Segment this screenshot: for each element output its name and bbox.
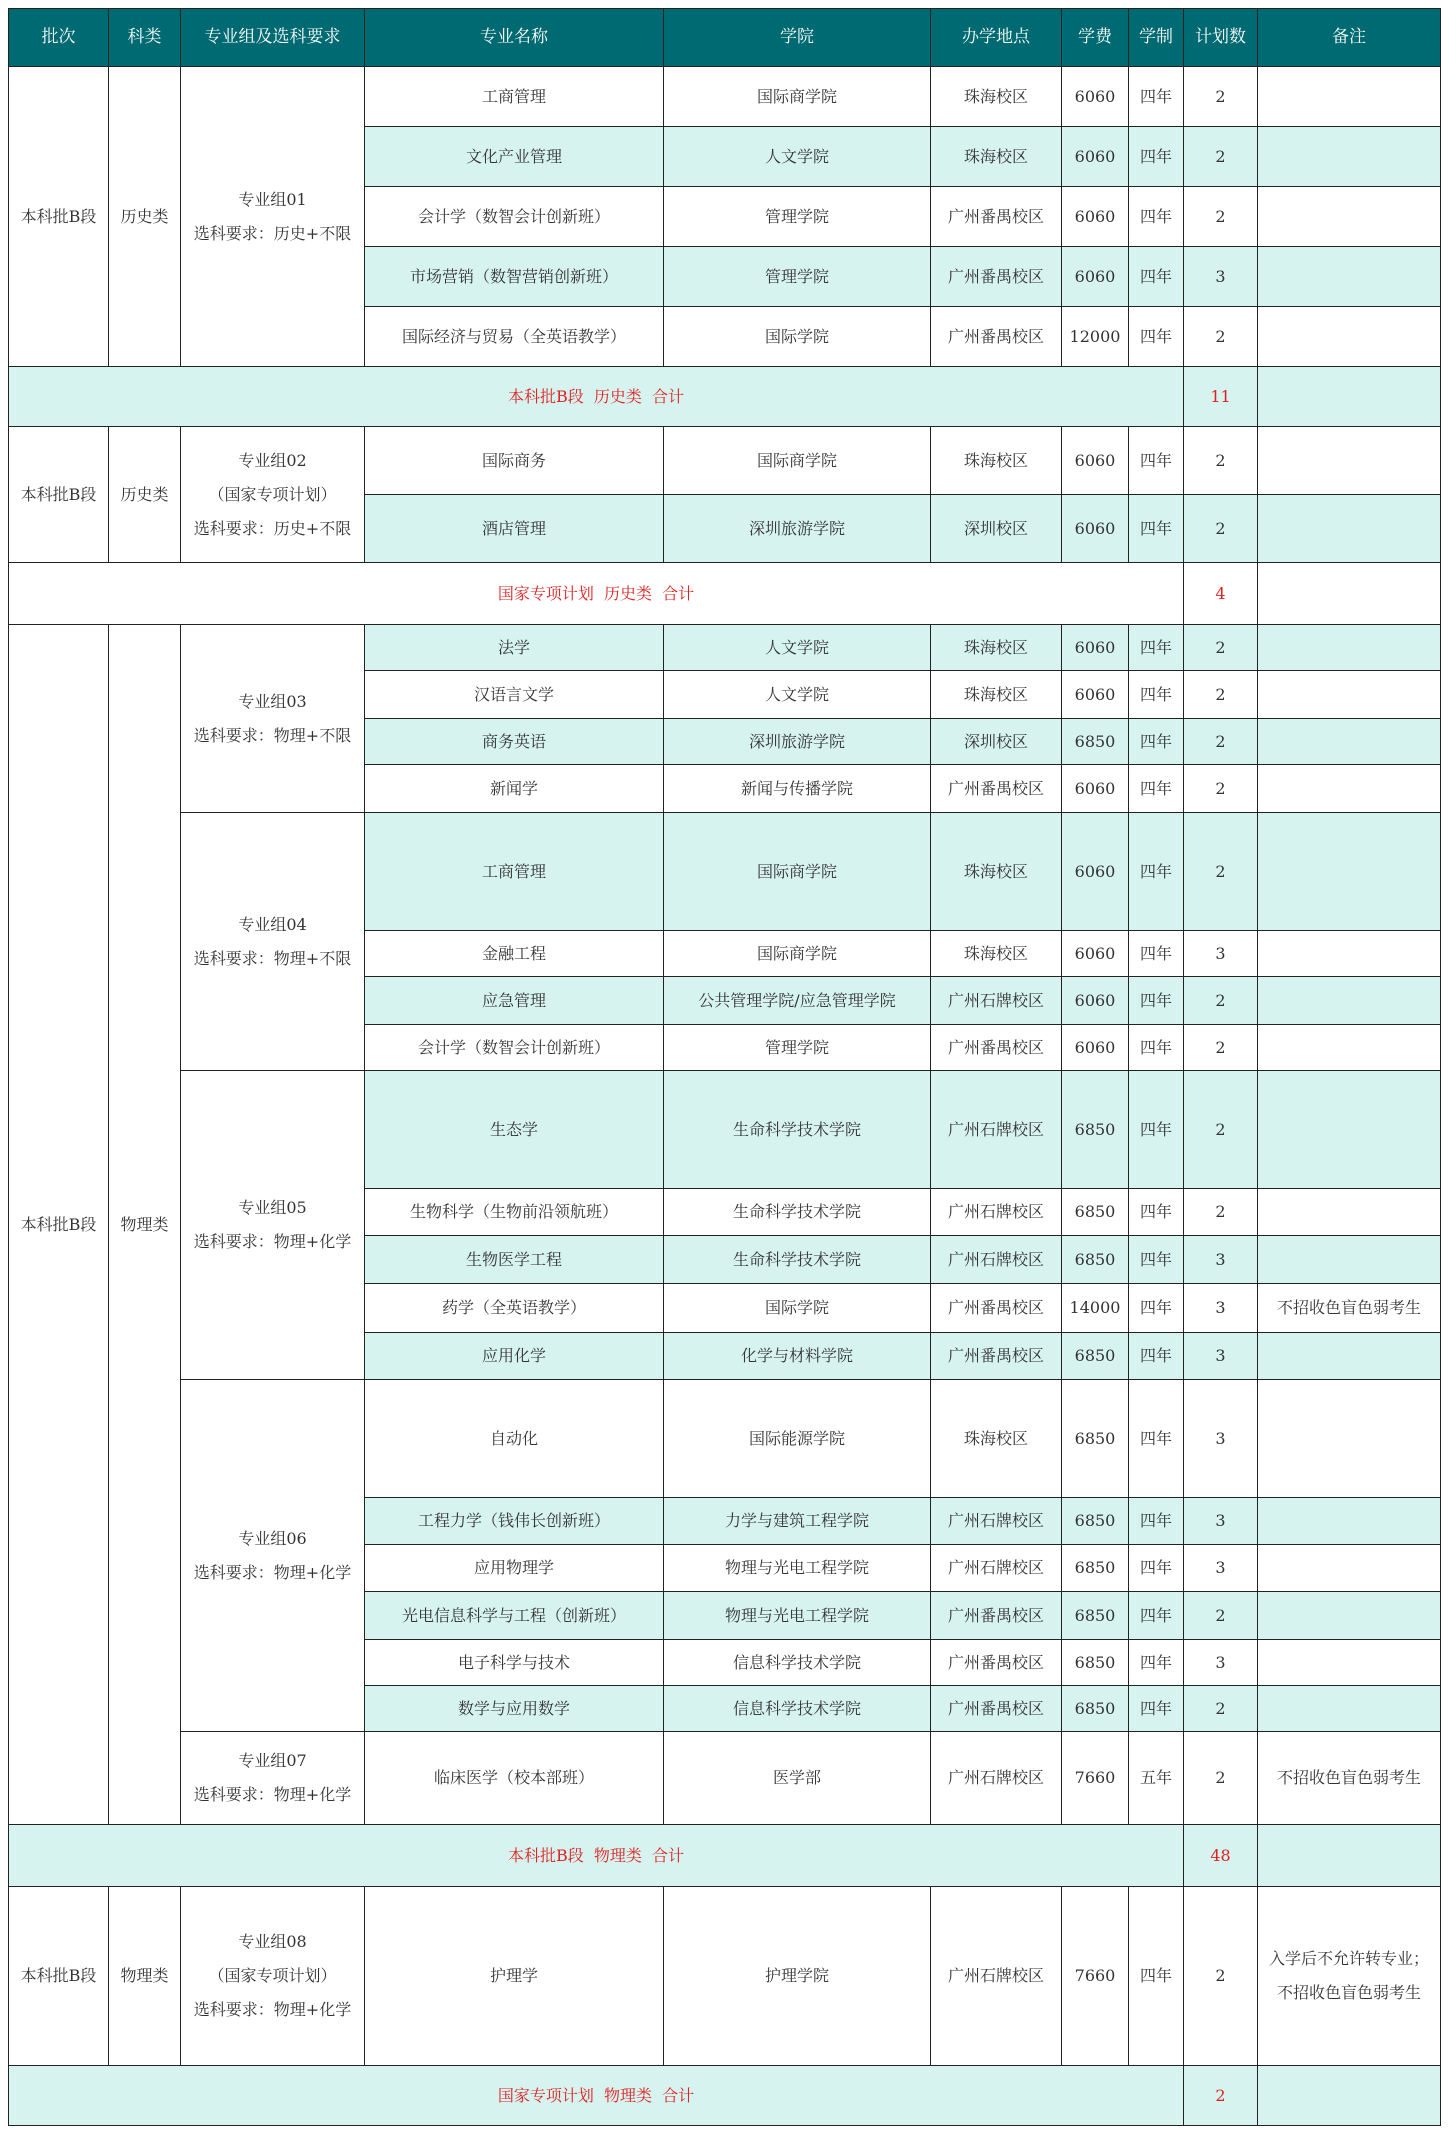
note-cell (1258, 127, 1441, 187)
campus-cell: 广州石牌校区 (931, 1071, 1062, 1189)
group-line: 专业组08 (238, 1932, 307, 1951)
fee-cell: 6060 (1062, 765, 1129, 813)
major-cell: 应用化学 (365, 1333, 664, 1380)
batch-cell: 本科批B段 (9, 67, 109, 367)
college-cell: 信息科学技术学院 (664, 1640, 931, 1686)
college-cell: 护理学院 (664, 1887, 931, 2066)
header-years: 学制 (1129, 9, 1184, 67)
college-cell: 管理学院 (664, 247, 931, 307)
summary-label: 国家专项计划 物理类 合计 (9, 2066, 1184, 2126)
note-cell (1258, 1686, 1441, 1732)
fee-cell: 6060 (1062, 247, 1129, 307)
college-cell: 人文学院 (664, 625, 931, 671)
campus-cell: 珠海校区 (931, 67, 1062, 127)
years-cell: 四年 (1129, 977, 1184, 1025)
batch-cell: 本科批B段 (9, 1887, 109, 2066)
major-cell: 市场营销（数智营销创新班） (365, 247, 664, 307)
college-cell: 国际学院 (664, 1284, 931, 1333)
major-cell: 国际经济与贸易（全英语教学） (365, 307, 664, 367)
campus-cell: 珠海校区 (931, 1380, 1062, 1498)
years-cell: 四年 (1129, 1545, 1184, 1592)
plan-cell: 3 (1184, 1640, 1258, 1686)
note-line: 入学后不允许转专业； (1268, 1949, 1429, 1968)
college-cell: 人文学院 (664, 127, 931, 187)
campus-cell: 广州番禺校区 (931, 1640, 1062, 1686)
major-cell: 临床医学（校本部班） (365, 1732, 664, 1825)
campus-cell: 广州番禺校区 (931, 1333, 1062, 1380)
college-cell: 生命科学技术学院 (664, 1189, 931, 1236)
years-cell: 五年 (1129, 1732, 1184, 1825)
campus-cell: 广州石牌校区 (931, 1498, 1062, 1545)
header-batch: 批次 (9, 9, 109, 67)
years-cell: 四年 (1129, 1189, 1184, 1236)
note-cell (1258, 1284, 1441, 1333)
major-cell: 文化产业管理 (365, 127, 664, 187)
note-cell (1258, 307, 1441, 367)
fee-cell: 6060 (1062, 813, 1129, 931)
note-cell (1258, 1189, 1441, 1236)
campus-cell: 深圳校区 (931, 719, 1062, 765)
years-cell: 四年 (1129, 765, 1184, 813)
years-cell: 四年 (1129, 1284, 1184, 1333)
major-cell: 生物科学（生物前沿领航班） (365, 1189, 664, 1236)
note-cell (1258, 931, 1441, 977)
summary-row (9, 1825, 1441, 1887)
header-major: 专业名称 (365, 9, 664, 67)
group-line: 专业组01 (238, 189, 307, 209)
group-cell (181, 67, 365, 367)
years-cell: 四年 (1129, 1380, 1184, 1498)
campus-cell: 广州石牌校区 (931, 977, 1062, 1025)
fee-cell: 6060 (1062, 495, 1129, 563)
years-cell: 四年 (1129, 247, 1184, 307)
note-cell (1258, 813, 1441, 931)
campus-cell: 广州番禺校区 (931, 1592, 1062, 1640)
summary-note (1258, 1825, 1441, 1887)
group-line: 选科要求：物理+不限 (193, 948, 352, 968)
table-row (9, 1380, 1441, 1498)
college-cell: 深圳旅游学院 (664, 495, 931, 563)
summary-label: 本科批B段 历史类 合计 (9, 367, 1184, 427)
summary-note (1258, 563, 1441, 625)
fee-cell: 6850 (1062, 1236, 1129, 1284)
college-cell: 生命科学技术学院 (664, 1071, 931, 1189)
campus-cell: 广州石牌校区 (931, 1732, 1062, 1825)
summary-total: 11 (1184, 367, 1258, 427)
major-cell: 护理学 (365, 1887, 664, 2066)
years-cell: 四年 (1129, 1236, 1184, 1284)
group-cell (181, 625, 365, 813)
note-cell (1258, 495, 1441, 563)
college-cell: 化学与材料学院 (664, 1333, 931, 1380)
campus-cell: 广州番禺校区 (931, 247, 1062, 307)
note-cell (1258, 1071, 1441, 1189)
note-cell (1258, 1380, 1441, 1498)
note-cell (1258, 719, 1441, 765)
group-cell (181, 1887, 365, 2066)
header-college: 学院 (664, 9, 931, 67)
table-row (9, 1071, 1441, 1189)
years-cell: 四年 (1129, 813, 1184, 931)
campus-cell: 广州石牌校区 (931, 1887, 1062, 2066)
fee-cell: 6850 (1062, 1380, 1129, 1498)
plan-cell: 2 (1184, 977, 1258, 1025)
campus-cell: 广州番禺校区 (931, 307, 1062, 367)
group-line: 选科要求：物理+不限 (193, 725, 352, 745)
fee-cell: 6060 (1062, 671, 1129, 719)
campus-cell: 广州石牌校区 (931, 1236, 1062, 1284)
fee-cell: 6850 (1062, 1640, 1129, 1686)
note-cell (1258, 765, 1441, 813)
group-cell (181, 1380, 365, 1732)
college-cell: 物理与光电工程学院 (664, 1545, 931, 1592)
major-cell: 新闻学 (365, 765, 664, 813)
header-campus: 办学地点 (931, 9, 1062, 67)
fee-cell: 12000 (1062, 307, 1129, 367)
plan-cell: 2 (1184, 495, 1258, 563)
college-cell: 公共管理学院/应急管理学院 (664, 977, 931, 1025)
plan-cell: 2 (1184, 1732, 1258, 1825)
table-row (9, 813, 1441, 931)
college-cell: 管理学院 (664, 1025, 931, 1071)
major-cell: 工商管理 (365, 67, 664, 127)
group-line: 选科要求：物理+化学 (193, 1562, 352, 1582)
major-cell: 汉语言文学 (365, 671, 664, 719)
note-line: 不招收色盲色弱考生 (1276, 1768, 1421, 1787)
admission-plan-table (8, 8, 1441, 2126)
plan-cell: 2 (1184, 671, 1258, 719)
group-cell (181, 1732, 365, 1825)
header-group: 专业组及选科要求 (181, 9, 365, 67)
fee-cell: 6850 (1062, 1071, 1129, 1189)
campus-cell: 广州番禺校区 (931, 1025, 1062, 1071)
summary-note (1258, 367, 1441, 427)
fee-cell: 6060 (1062, 625, 1129, 671)
years-cell: 四年 (1129, 67, 1184, 127)
major-cell: 应急管理 (365, 977, 664, 1025)
batch-cell: 本科批B段 (9, 625, 109, 1825)
summary-total: 4 (1184, 563, 1258, 625)
plan-cell: 3 (1184, 1236, 1258, 1284)
header-note: 备注 (1258, 9, 1441, 67)
plan-cell: 2 (1184, 1189, 1258, 1236)
group-line: 选科要求：物理+化学 (193, 2000, 352, 2019)
fee-cell: 6060 (1062, 1025, 1129, 1071)
fee-cell: 6850 (1062, 1545, 1129, 1592)
years-cell: 四年 (1129, 1686, 1184, 1732)
campus-cell: 广州石牌校区 (931, 1189, 1062, 1236)
fee-cell: 6850 (1062, 1686, 1129, 1732)
note-cell (1258, 1545, 1441, 1592)
note-cell (1258, 1732, 1441, 1825)
fee-cell: 6060 (1062, 187, 1129, 247)
college-cell: 力学与建筑工程学院 (664, 1498, 931, 1545)
fee-cell: 6060 (1062, 977, 1129, 1025)
fee-cell: 6060 (1062, 67, 1129, 127)
plan-cell: 2 (1184, 1071, 1258, 1189)
category-cell: 历史类 (109, 427, 181, 563)
batch-cell: 本科批B段 (9, 427, 109, 563)
note-cell (1258, 1333, 1441, 1380)
summary-note (1258, 2066, 1441, 2126)
years-cell: 四年 (1129, 671, 1184, 719)
group-cell (181, 1071, 365, 1380)
college-cell: 国际学院 (664, 307, 931, 367)
college-cell: 国际商学院 (664, 67, 931, 127)
fee-cell: 6850 (1062, 1498, 1129, 1545)
years-cell: 四年 (1129, 1025, 1184, 1071)
summary-row (9, 563, 1441, 625)
header-category: 科类 (109, 9, 181, 67)
years-cell: 四年 (1129, 1333, 1184, 1380)
note-cell (1258, 1640, 1441, 1686)
plan-cell: 3 (1184, 1333, 1258, 1380)
header-plan: 计划数 (1184, 9, 1258, 67)
major-cell: 生态学 (365, 1071, 664, 1189)
note-cell (1258, 427, 1441, 495)
note-line: 不招收色盲色弱考生 (1276, 1983, 1421, 2002)
years-cell: 四年 (1129, 1498, 1184, 1545)
fee-cell: 6850 (1062, 719, 1129, 765)
plan-cell: 2 (1184, 813, 1258, 931)
years-cell: 四年 (1129, 427, 1184, 495)
table-header-row (9, 9, 1441, 67)
major-cell: 国际商务 (365, 427, 664, 495)
note-cell (1258, 977, 1441, 1025)
plan-cell: 3 (1184, 1380, 1258, 1498)
major-cell: 自动化 (365, 1380, 664, 1498)
note-cell (1258, 67, 1441, 127)
group-line: 专业组03 (238, 691, 307, 711)
category-cell: 历史类 (109, 67, 181, 367)
campus-cell: 珠海校区 (931, 931, 1062, 977)
major-cell: 酒店管理 (365, 495, 664, 563)
note-cell (1258, 1025, 1441, 1071)
table-row (9, 1732, 1441, 1825)
plan-cell: 2 (1184, 1887, 1258, 2066)
major-cell: 应用物理学 (365, 1545, 664, 1592)
major-cell: 会计学（数智会计创新班） (365, 1025, 664, 1071)
fee-cell: 6850 (1062, 1189, 1129, 1236)
group-cell (181, 427, 365, 563)
note-cell (1258, 247, 1441, 307)
major-cell: 工程力学（钱伟长创新班） (365, 1498, 664, 1545)
years-cell: 四年 (1129, 307, 1184, 367)
table-row (9, 67, 1441, 127)
campus-cell: 深圳校区 (931, 495, 1062, 563)
plan-cell: 2 (1184, 307, 1258, 367)
group-line: 选科要求：物理+化学 (193, 1232, 352, 1251)
campus-cell: 广州石牌校区 (931, 1545, 1062, 1592)
note-cell (1258, 187, 1441, 247)
major-cell: 电子科学与技术 (365, 1640, 664, 1686)
fee-cell: 6060 (1062, 931, 1129, 977)
major-cell: 生物医学工程 (365, 1236, 664, 1284)
plan-cell: 3 (1184, 1498, 1258, 1545)
fee-cell: 6850 (1062, 1333, 1129, 1380)
note-cell (1258, 1498, 1441, 1545)
college-cell: 物理与光电工程学院 (664, 1592, 931, 1640)
years-cell: 四年 (1129, 1640, 1184, 1686)
note-cell (1258, 1887, 1441, 2066)
table-row (9, 427, 1441, 495)
campus-cell: 广州番禺校区 (931, 1284, 1062, 1333)
college-cell: 国际能源学院 (664, 1380, 931, 1498)
plan-cell: 2 (1184, 187, 1258, 247)
campus-cell: 珠海校区 (931, 813, 1062, 931)
college-cell: 新闻与传播学院 (664, 765, 931, 813)
major-cell: 金融工程 (365, 931, 664, 977)
note-line: 不招收色盲色弱考生 (1276, 1298, 1421, 1317)
years-cell: 四年 (1129, 1887, 1184, 2066)
years-cell: 四年 (1129, 127, 1184, 187)
fee-cell: 6060 (1062, 427, 1129, 495)
table-row (9, 625, 1441, 671)
summary-row (9, 2066, 1441, 2126)
summary-label: 本科批B段 物理类 合计 (9, 1825, 1184, 1887)
plan-cell: 3 (1184, 1545, 1258, 1592)
campus-cell: 广州番禺校区 (931, 1686, 1062, 1732)
summary-total: 48 (1184, 1825, 1258, 1887)
fee-cell: 7660 (1062, 1887, 1129, 2066)
years-cell: 四年 (1129, 1071, 1184, 1189)
major-cell: 工商管理 (365, 813, 664, 931)
fee-cell: 6060 (1062, 127, 1129, 187)
years-cell: 四年 (1129, 1592, 1184, 1640)
college-cell: 医学部 (664, 1732, 931, 1825)
years-cell: 四年 (1129, 625, 1184, 671)
plan-cell: 2 (1184, 1592, 1258, 1640)
years-cell: 四年 (1129, 931, 1184, 977)
table-row (9, 1887, 1441, 2066)
category-cell: 物理类 (109, 625, 181, 1825)
major-cell: 药学（全英语教学） (365, 1284, 664, 1333)
note-cell (1258, 1592, 1441, 1640)
campus-cell: 珠海校区 (931, 625, 1062, 671)
plan-cell: 3 (1184, 247, 1258, 307)
plan-cell: 3 (1184, 931, 1258, 977)
plan-cell: 2 (1184, 127, 1258, 187)
fee-cell: 6850 (1062, 1592, 1129, 1640)
major-cell: 商务英语 (365, 719, 664, 765)
group-line: 专业组07 (238, 1751, 307, 1770)
major-cell: 会计学（数智会计创新班） (365, 187, 664, 247)
group-line: 选科要求：历史+不限 (193, 518, 352, 538)
group-line: 选科要求：历史+不限 (193, 223, 352, 243)
years-cell: 四年 (1129, 719, 1184, 765)
college-cell: 管理学院 (664, 187, 931, 247)
group-line: 选科要求：物理+化学 (193, 1785, 352, 1804)
summary-row (9, 367, 1441, 427)
plan-cell: 2 (1184, 427, 1258, 495)
note-cell (1258, 671, 1441, 719)
summary-label: 国家专项计划 历史类 合计 (9, 563, 1184, 625)
group-line: 专业组06 (238, 1528, 307, 1548)
category-cell: 物理类 (109, 1887, 181, 2066)
college-cell: 国际商学院 (664, 427, 931, 495)
campus-cell: 珠海校区 (931, 127, 1062, 187)
fee-cell: 7660 (1062, 1732, 1129, 1825)
plan-cell: 2 (1184, 1025, 1258, 1071)
campus-cell: 广州番禺校区 (931, 187, 1062, 247)
college-cell: 人文学院 (664, 671, 931, 719)
major-cell: 数学与应用数学 (365, 1686, 664, 1732)
plan-cell: 3 (1184, 1284, 1258, 1333)
group-cell (181, 813, 365, 1071)
group-line: （国家专项计划） (208, 1966, 337, 1985)
campus-cell: 珠海校区 (931, 427, 1062, 495)
group-line: 专业组04 (238, 914, 307, 934)
college-cell: 国际商学院 (664, 931, 931, 977)
group-line: 专业组05 (238, 1198, 307, 1217)
fee-cell: 14000 (1062, 1284, 1129, 1333)
plan-cell: 2 (1184, 67, 1258, 127)
campus-cell: 广州番禺校区 (931, 765, 1062, 813)
plan-cell: 2 (1184, 765, 1258, 813)
plan-cell: 2 (1184, 1686, 1258, 1732)
group-line: 专业组02 (238, 450, 307, 470)
college-cell: 生命科学技术学院 (664, 1236, 931, 1284)
college-cell: 国际商学院 (664, 813, 931, 931)
summary-total: 2 (1184, 2066, 1258, 2126)
campus-cell: 珠海校区 (931, 671, 1062, 719)
note-cell (1258, 1236, 1441, 1284)
major-cell: 法学 (365, 625, 664, 671)
years-cell: 四年 (1129, 495, 1184, 563)
years-cell: 四年 (1129, 187, 1184, 247)
plan-cell: 2 (1184, 625, 1258, 671)
plan-cell: 2 (1184, 719, 1258, 765)
note-cell (1258, 625, 1441, 671)
group-line: （国家专项计划） (208, 484, 337, 504)
college-cell: 信息科学技术学院 (664, 1686, 931, 1732)
college-cell: 深圳旅游学院 (664, 719, 931, 765)
major-cell: 光电信息科学与工程（创新班） (365, 1592, 664, 1640)
header-fee: 学费 (1062, 9, 1129, 67)
